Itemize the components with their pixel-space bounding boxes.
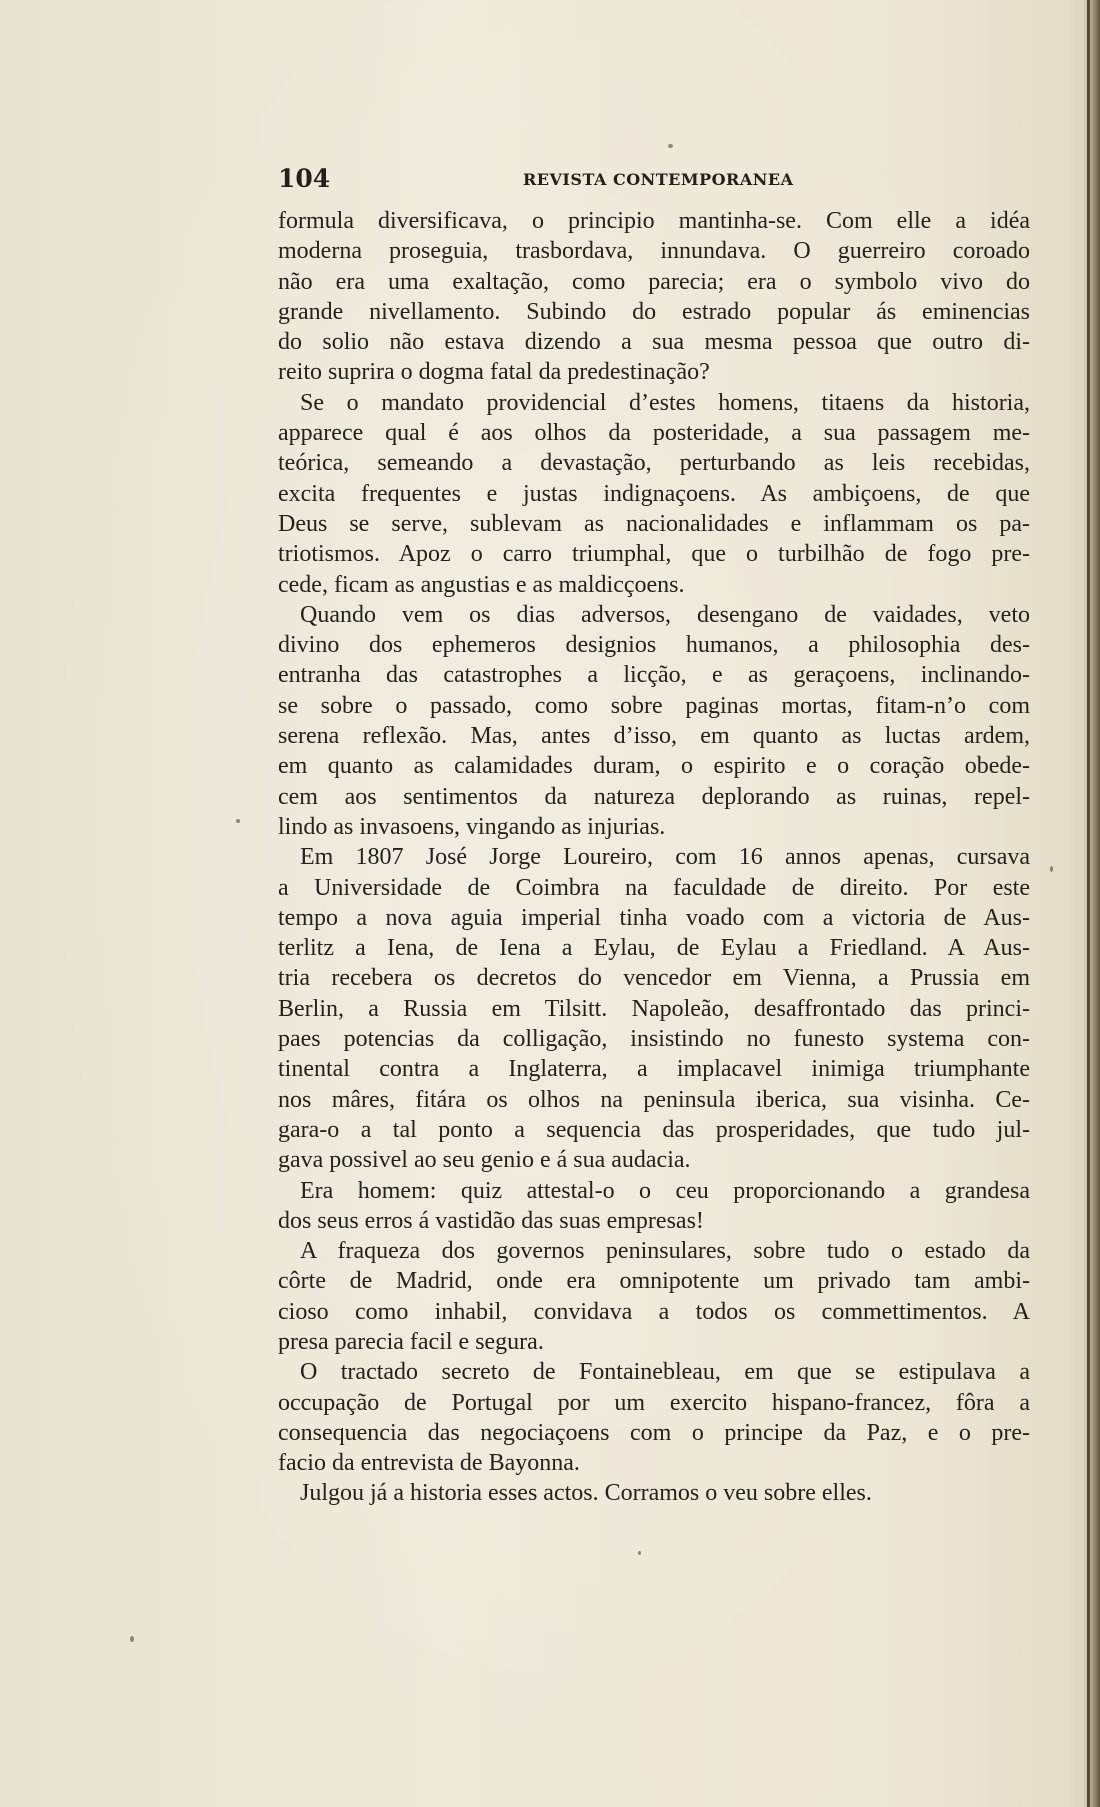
text-line: Era homem: quiz attestal-o o ceu proporcionando a grandesa (300, 1177, 1030, 1204)
paper-speck (236, 819, 240, 823)
paper-speck (1050, 866, 1053, 872)
text-line: não era uma exaltação, como parecia; era o symbolo vivo do (278, 268, 1030, 295)
text-line: côrte de Madrid, onde era omnipotente um privado tam ambi- (278, 1268, 1030, 1295)
text-line: gara-o a tal ponto a sequencia das prosperidades, que tudo jul- (278, 1116, 1030, 1143)
text-line: excita frequentes e justas indignaçoens. As ambiçoens, de que (278, 480, 1030, 507)
text-line: tria recebera os decretos do vencedor em Vienna, a Prussia em (278, 965, 1030, 992)
text-line: triotismos. Apoz o carro triumphal, que o turbilhão de fogo pre- (278, 541, 1030, 568)
text-line: occupação de Portugal por um exercito hispano-francez, fôra a (278, 1389, 1030, 1416)
text-line: Berlin, a Russia em Tilsitt. Napoleão, desaffrontado das princi- (278, 995, 1030, 1022)
page-number: 104 (278, 164, 331, 193)
paper-speck (668, 144, 673, 148)
text-line: tempo a nova aguia imperial tinha voado com a victoria de Aus- (278, 904, 1030, 931)
text-line: do solio não estava dizendo a sua mesma pessoa que outro di- (278, 329, 1030, 356)
text-line: a Universidade de Coimbra na faculdade de direito. Por este (278, 874, 1030, 901)
text-line: serena reflexão. Mas, antes d’isso, em quanto as luctas ardem, (278, 723, 1030, 750)
page-binding-line (1087, 0, 1090, 1807)
text-line: divino dos ephemeros designios humanos, a philosophia des- (278, 632, 1030, 659)
text-line: dos seus erros á vastidão das suas empresas! (278, 1207, 704, 1234)
text-line: lindo as invasoens, vingando as injurias. (278, 813, 666, 840)
body-text (278, 206, 1030, 1509)
text-line: paes potencias da colligação, insistindo no funesto systema con- (278, 1026, 1030, 1053)
text-line: Quando vem os dias adversos, desengano de vaidades, veto (300, 601, 1030, 628)
text-line: nos mâres, fitára os olhos na peninsula iberica, sua visinha. Ce- (278, 1086, 1030, 1113)
text-line: presa parecia facil e segura. (278, 1328, 544, 1355)
text-line: O tractado secreto de Fontainebleau, em que se estipulava a (300, 1359, 1030, 1386)
text-line: Deus se serve, sublevam as nacionalidades e inflammam os pa- (278, 510, 1030, 537)
text-line: reito suprira o dogma fatal da predestinação? (278, 359, 710, 386)
text-line: terlitz a Iena, de Iena a Eylau, de Eylau a Friedland. A Aus- (278, 935, 1030, 962)
text-line: se sobre o passado, como sobre paginas mortas, fitam-n’o com (278, 692, 1030, 719)
text-line: apparece qual é aos olhos da posteridade, a sua passagem me- (278, 420, 1030, 447)
text-line: grande nivellamento. Subindo do estrado popular ás eminencias (278, 298, 1030, 325)
text-line: moderna proseguia, trasbordava, innundava. O guerreiro coroado (278, 238, 1030, 265)
text-line: facio da entrevista de Bayonna. (278, 1450, 580, 1477)
text-line: formula diversificava, o principio mantinha-se. Com elle a idéa (278, 208, 1030, 234)
text-line: A fraqueza dos governos peninsulares, sobre tudo o estado da (300, 1238, 1030, 1265)
text-line: em quanto as calamidades duram, o espirito e o coração obede- (278, 753, 1030, 780)
text-line: consequencia das negociaçoens com o principe da Paz, e o pre- (278, 1419, 1030, 1446)
text-line: tinental contra a Inglaterra, a implacavel inimiga triumphante (278, 1056, 1030, 1083)
text-line: gava possivel ao seu genio e á sua audacia. (278, 1147, 691, 1174)
page-header (278, 164, 1030, 194)
paper-speck (130, 1636, 134, 1642)
text-line: teórica, semeando a devastação, perturbando as leis recebidas, (278, 450, 1030, 477)
text-line: cem aos sentimentos da natureza deplorando as ruinas, repel- (278, 783, 1030, 810)
text-line: Julgou já a historia esses actos. Corramos o veu sobre elles. (300, 1480, 872, 1507)
text-line: cede, ficam as angustias e as maldicçoens. (278, 571, 685, 598)
text-line: entranha das catastrophes a licção, e as geraçoens, inclinando- (278, 662, 1030, 689)
text-line: Se o mandato providencial d’estes homens, titaens da historia, (300, 389, 1030, 416)
text-line: Em 1807 José Jorge Loureiro, com 16 annos apenas, cursava (300, 844, 1030, 871)
paper-speck (638, 1551, 641, 1555)
text-line: cioso como inhabil, convidava a todos os commettimentos. A (278, 1298, 1030, 1325)
running-head: REVISTA CONTEMPORANEA (523, 170, 794, 189)
